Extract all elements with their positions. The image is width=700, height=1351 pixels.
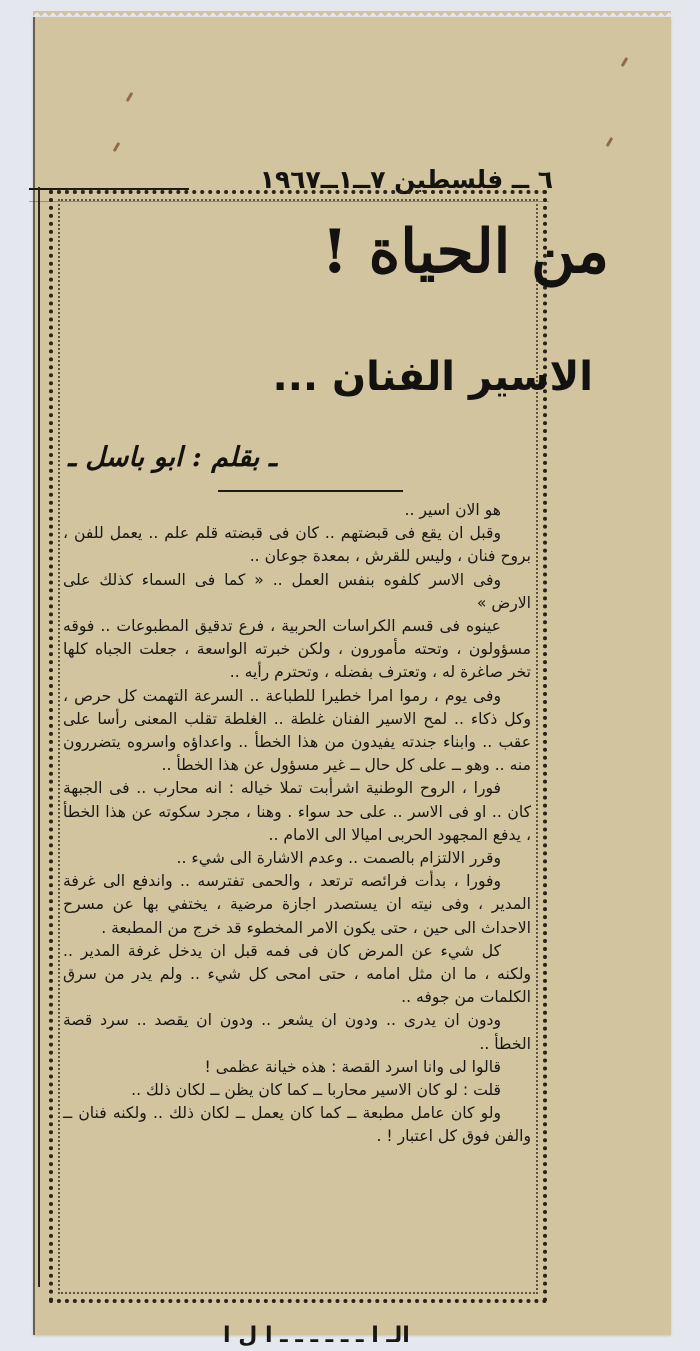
cut-off-headline-fragment: الـ ا ـ ـ ـ ـ ـ ـ ا ل ا [223, 1323, 410, 1348]
paragraph: كل شيء عن المرض كان فى فمه قبل ان يدخل غرفة المدير .. ولكنه ، ما ان مثل امامه ، حتى امحى كل شيء .. ولم يدر من سرق الكلمات من جوفه .. [63, 941, 531, 1007]
column-title: من الحياة ! [321, 217, 609, 287]
paragraph: هو الان اسير .. [404, 501, 501, 519]
paragraph: عينوه فى قسم الكراسات الحربية ، فرع تدقيق المطبوعات .. فوقه مسؤولون ، وتحته مأمورون ، ولكن خبرته الواسعة ، جعلت الجباه كلها تخر صاغرة له ، وتعترف بفضله ، وتحترم رأيه .. [63, 617, 531, 682]
paragraph: وقرر الالتزام بالصمت .. وعدم الاشارة الى شيء .. [176, 849, 501, 868]
newspaper-date-line: ٦ ــ فلسطين ٧ــ١ــ١٩٦٧ [259, 165, 553, 194]
paragraph: فورا ، الروح الوطنية اشرأبت تملا خياله : انه محارب .. فى الجبهة كان .. او فى الاسر .. على حد سواء . وهنا ، مجرد سكوته عن هذا الخطأ ، يدفع المجهود الحربى اميالا الى الامام .. [63, 779, 531, 844]
stain-mark [606, 137, 614, 147]
stain-mark [621, 57, 629, 67]
byline: ـ بقلم : ابو باسل ـ [68, 442, 277, 473]
page-header [33, 145, 553, 195]
article-title: الاسير الفنان ... [272, 354, 593, 400]
stain-mark [126, 92, 134, 102]
paragraph: وفى الاسر كلفوه بنفس العمل .. « كما فى السماء كذلك على الارض » [63, 570, 531, 612]
article-body [63, 499, 531, 1149]
newspaper-clipping [33, 17, 671, 1348]
column-edge-rule [33, 17, 35, 1335]
paragraph: قلت : لو كان الاسير محاربا ــ كما كان يظن ــ لكان ذلك .. [131, 1081, 501, 1100]
paragraph: ودون ان يدرى .. ودون ان يشعر .. ودون ان يقصد .. سرد قصة الخطأ .. [63, 1011, 531, 1053]
paragraph: وقبل ان يقع فى قبضتهم .. كان فى قبضته قلم علم .. يعمل للفن ، بروح فنان ، وليس للقرش ، بمعدة جوعان .. [63, 524, 531, 566]
paragraph: ولو كان عامل مطبعة ــ كما كان يعمل ــ لكان ذلك .. ولكنه فنان ــ والفن فوق كل اعتبار ! . [63, 1104, 531, 1146]
column-divider [38, 187, 40, 1287]
serrated-edge [33, 11, 671, 18]
paragraph: قالوا لى وانا اسرد القصة : هذه خيانة عظمى ! [204, 1057, 501, 1076]
paragraph: وفى يوم ، رموا امرا خطيرا للطباعة .. السرعة التهمت كل حرص ، وكل ذكاء .. لمح الاسير الفنان غلطة .. الغلطة تقلب المعنى رأسا على عقب .. وابناء جندته يفيدون من هذا الخطأ .. واعداؤه واسروه يتضررون منه .. وهو ــ على كل حال ــ غير مسؤول عن هذا الخطأ .. [63, 686, 531, 775]
byline-rule [218, 490, 403, 492]
paragraph: وفورا ، بدأت فرائصه ترتعد ، والحمى تفترسه .. واندفع الى غرفة المدير ، وفى نيته ان يستصدر اجازة مرضية ، يختفي بها عن مسرح الاحداث الى حين ، حتى يكون الامر المخطوء قد خرج من المطبعة . [63, 872, 531, 937]
